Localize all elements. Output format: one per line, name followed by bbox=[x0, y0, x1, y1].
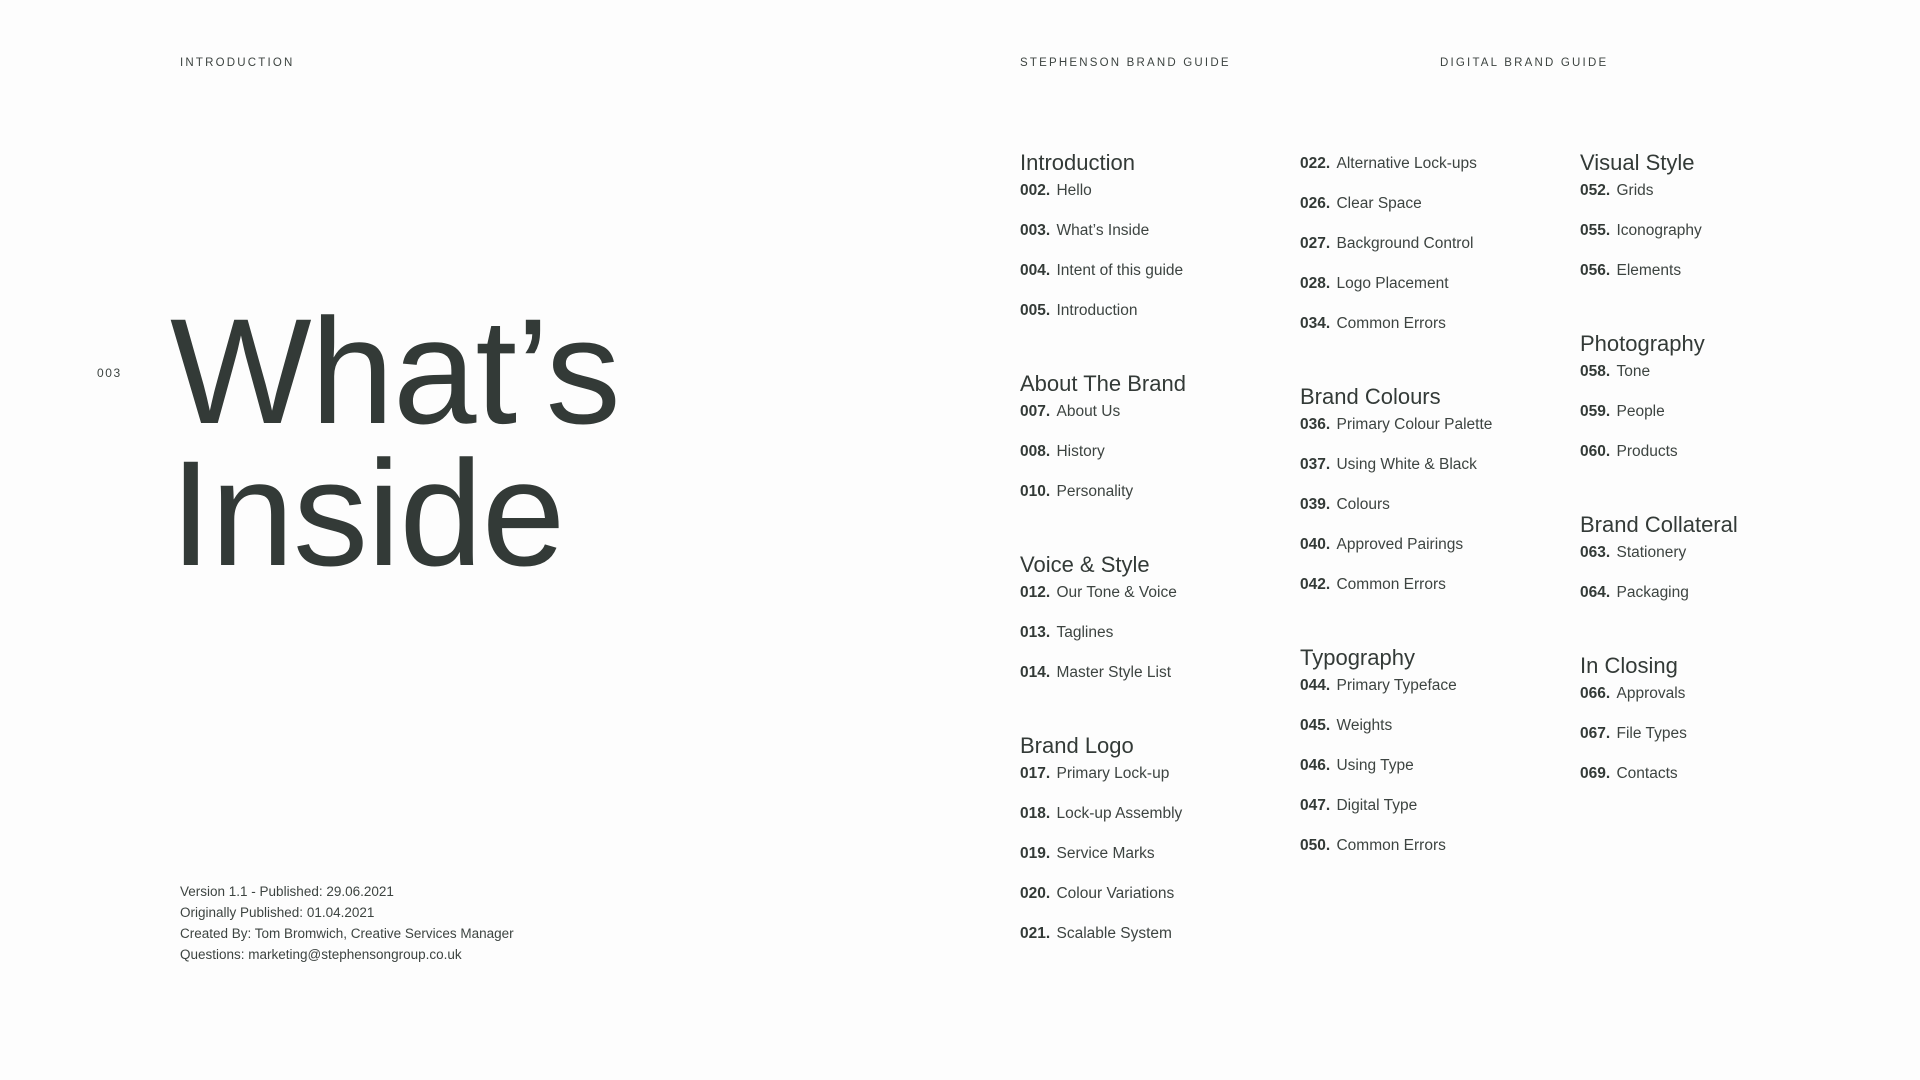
toc-section-heading: Introduction bbox=[1020, 150, 1135, 175]
toc-entry[interactable] bbox=[1020, 924, 1280, 964]
toc-page-number: 039. bbox=[1300, 496, 1331, 513]
toc-entry[interactable] bbox=[1300, 415, 1560, 455]
toc-page-number: 018. bbox=[1020, 805, 1051, 822]
section-header: INTRODUCTION bbox=[180, 57, 295, 69]
toc-entry-title: Approvals bbox=[1616, 685, 1686, 702]
toc-page-number: 004. bbox=[1020, 262, 1051, 279]
toc-entry[interactable] bbox=[1300, 495, 1560, 535]
toc-section-heading: Brand Collateral bbox=[1580, 512, 1738, 537]
toc-entry[interactable] bbox=[1020, 402, 1280, 442]
toc-entry[interactable] bbox=[1580, 261, 1840, 301]
toc-entry[interactable] bbox=[1580, 362, 1840, 402]
toc-entry-title: Personality bbox=[1056, 483, 1134, 500]
toc-entry-title: What’s Inside bbox=[1056, 222, 1150, 239]
toc-page-number: 027. bbox=[1300, 235, 1331, 252]
toc-entry-title: Packaging bbox=[1616, 584, 1689, 601]
toc-entry[interactable] bbox=[1300, 455, 1560, 495]
toc-entry[interactable] bbox=[1020, 663, 1280, 703]
created-by-text: Created By: Tom Bromwich, Creative Services Manager bbox=[180, 926, 514, 941]
toc-entry[interactable] bbox=[1020, 884, 1280, 924]
toc-entry-title: Background Control bbox=[1336, 235, 1474, 252]
toc-entry-title: Lock-up Assembly bbox=[1056, 805, 1183, 822]
toc-section bbox=[1020, 550, 1280, 703]
toc-entry[interactable] bbox=[1020, 844, 1280, 884]
toc-section bbox=[1020, 369, 1280, 522]
toc-entry-title: Tone bbox=[1616, 363, 1651, 380]
toc-page-number: 045. bbox=[1300, 717, 1331, 734]
toc-page-number: 007. bbox=[1020, 403, 1051, 420]
toc-section-heading: In Closing bbox=[1580, 653, 1678, 678]
toc-page-number: 059. bbox=[1580, 403, 1611, 420]
toc-entry-title: Colour Variations bbox=[1056, 885, 1175, 902]
toc-page-number: 008. bbox=[1020, 443, 1051, 460]
toc-entry[interactable] bbox=[1020, 623, 1280, 663]
toc-entry-title: Iconography bbox=[1616, 222, 1702, 239]
page-title-line-1: What’s bbox=[170, 287, 620, 455]
toc-entry[interactable] bbox=[1580, 684, 1840, 724]
toc-section bbox=[1300, 643, 1560, 876]
toc-section bbox=[1580, 651, 1840, 804]
toc-page-number: 040. bbox=[1300, 536, 1331, 553]
toc-page-number: 044. bbox=[1300, 677, 1331, 694]
toc-entry[interactable] bbox=[1020, 221, 1280, 261]
toc-entry[interactable] bbox=[1300, 274, 1560, 314]
toc-entry[interactable] bbox=[1020, 261, 1280, 301]
toc-entry-title: Using Type bbox=[1336, 757, 1414, 774]
digital-guide-header: DIGITAL BRAND GUIDE bbox=[1440, 57, 1609, 69]
toc-page-number: 055. bbox=[1580, 222, 1611, 239]
toc-column-3 bbox=[1580, 148, 1840, 832]
toc-page-number: 058. bbox=[1580, 363, 1611, 380]
toc-entry[interactable] bbox=[1580, 402, 1840, 442]
toc-page-number: 036. bbox=[1300, 416, 1331, 433]
toc-entry-title: Hello bbox=[1056, 182, 1092, 199]
toc-page-number: 003. bbox=[1020, 222, 1051, 239]
toc-entry[interactable] bbox=[1580, 181, 1840, 221]
toc-page-number: 060. bbox=[1580, 443, 1611, 460]
toc-page-number: 069. bbox=[1580, 765, 1611, 782]
toc-page-number: 050. bbox=[1300, 837, 1331, 854]
toc-entry-title: History bbox=[1056, 443, 1105, 460]
toc-page-number: 013. bbox=[1020, 624, 1051, 641]
toc-entry-title: Approved Pairings bbox=[1336, 536, 1464, 553]
toc-page-number: 056. bbox=[1580, 262, 1611, 279]
toc-entry[interactable] bbox=[1300, 716, 1560, 756]
toc-section bbox=[1300, 382, 1560, 615]
toc-page-number: 010. bbox=[1020, 483, 1051, 500]
toc-page-number: 063. bbox=[1580, 544, 1611, 561]
toc-entry-title: Taglines bbox=[1056, 624, 1114, 641]
toc-entry-title: Digital Type bbox=[1336, 797, 1418, 814]
toc-entry-title: About Us bbox=[1056, 403, 1121, 420]
brand-guide-header: STEPHENSON BRAND GUIDE bbox=[1020, 57, 1231, 69]
toc-page-number: 034. bbox=[1300, 315, 1331, 332]
toc-section-heading: Brand Colours bbox=[1300, 384, 1441, 409]
toc-entry-title: Common Errors bbox=[1336, 315, 1446, 332]
toc-section bbox=[1020, 731, 1280, 964]
toc-page-number: 037. bbox=[1300, 456, 1331, 473]
toc-entry[interactable] bbox=[1020, 583, 1280, 623]
toc-entry[interactable] bbox=[1300, 676, 1560, 716]
toc-entry[interactable] bbox=[1300, 194, 1560, 234]
toc-entry[interactable] bbox=[1580, 442, 1840, 482]
publication-info bbox=[180, 881, 514, 965]
toc-entry[interactable] bbox=[1300, 314, 1560, 354]
toc-page-number: 020. bbox=[1020, 885, 1051, 902]
toc-entry-title: Products bbox=[1616, 443, 1678, 460]
toc-section-heading: Brand Logo bbox=[1020, 733, 1134, 758]
toc-entry[interactable] bbox=[1300, 535, 1560, 575]
toc-page-number: 012. bbox=[1020, 584, 1051, 601]
toc-section bbox=[1580, 510, 1840, 623]
version-text: Version 1.1 - Published: 29.06.2021 bbox=[180, 884, 394, 899]
toc-entry[interactable] bbox=[1300, 154, 1560, 194]
toc-entry-title: Scalable System bbox=[1056, 925, 1172, 942]
toc-page-number: 017. bbox=[1020, 765, 1051, 782]
toc-page-number: 028. bbox=[1300, 275, 1331, 292]
toc-entry[interactable] bbox=[1580, 724, 1840, 764]
toc-page-number: 014. bbox=[1020, 664, 1051, 681]
toc-section-heading: Photography bbox=[1580, 331, 1705, 356]
toc-entry[interactable] bbox=[1580, 221, 1840, 261]
toc-column-2 bbox=[1300, 148, 1560, 904]
toc-page-number: 021. bbox=[1020, 925, 1051, 942]
toc-entry[interactable] bbox=[1300, 234, 1560, 274]
toc-section bbox=[1300, 154, 1560, 354]
toc-entry[interactable] bbox=[1020, 181, 1280, 221]
toc-entry-title: Contacts bbox=[1616, 765, 1678, 782]
toc-entry-title: Logo Placement bbox=[1336, 275, 1449, 292]
toc-entry-title: Weights bbox=[1336, 717, 1393, 734]
toc-entry-title: Stationery bbox=[1616, 544, 1687, 561]
toc-entry[interactable] bbox=[1300, 575, 1560, 615]
toc-entry-title: Clear Space bbox=[1336, 195, 1422, 212]
toc-entry[interactable] bbox=[1020, 482, 1280, 522]
toc-entry[interactable] bbox=[1580, 543, 1840, 583]
toc-page-number: 002. bbox=[1020, 182, 1051, 199]
page-title bbox=[170, 287, 620, 597]
toc-entry-title: Intent of this guide bbox=[1056, 262, 1184, 279]
toc-entry-title: Our Tone & Voice bbox=[1056, 584, 1177, 601]
toc-entry[interactable] bbox=[1020, 442, 1280, 482]
toc-entry[interactable] bbox=[1020, 804, 1280, 844]
toc-entry[interactable] bbox=[1300, 796, 1560, 836]
toc-page-number: 026. bbox=[1300, 195, 1331, 212]
toc-entry[interactable] bbox=[1300, 756, 1560, 796]
toc-entry-title: Grids bbox=[1616, 182, 1654, 199]
toc-page-number: 022. bbox=[1300, 155, 1331, 172]
toc-entry-title: Colours bbox=[1336, 496, 1390, 513]
toc-entry-title: Elements bbox=[1616, 262, 1682, 279]
toc-column-1 bbox=[1020, 148, 1280, 992]
toc-entry-title: People bbox=[1616, 403, 1665, 420]
toc-entry[interactable] bbox=[1020, 301, 1280, 341]
toc-page-number: 047. bbox=[1300, 797, 1331, 814]
toc-page-number: 019. bbox=[1020, 845, 1051, 862]
toc-section-heading: Voice & Style bbox=[1020, 552, 1150, 577]
toc-section-heading: Visual Style bbox=[1580, 150, 1695, 175]
toc-entry-title: Introduction bbox=[1056, 302, 1138, 319]
toc-section-heading: Typography bbox=[1300, 645, 1415, 670]
toc-page-number: 042. bbox=[1300, 576, 1331, 593]
toc-entry-title: Using White & Black bbox=[1336, 456, 1477, 473]
toc-entry-title: Alternative Lock-ups bbox=[1336, 155, 1477, 172]
toc-entry[interactable] bbox=[1580, 583, 1840, 623]
toc-section bbox=[1020, 148, 1280, 341]
originally-published-text: Originally Published: 01.04.2021 bbox=[180, 905, 375, 920]
toc-page-number: 046. bbox=[1300, 757, 1331, 774]
toc-entry[interactable] bbox=[1020, 764, 1280, 804]
page-title-line-2: Inside bbox=[170, 429, 565, 597]
toc-section bbox=[1580, 329, 1840, 482]
toc-page-number: 067. bbox=[1580, 725, 1611, 742]
page-number: 003 bbox=[97, 366, 122, 380]
toc-page-number: 005. bbox=[1020, 302, 1051, 319]
toc-entry-title: Primary Typeface bbox=[1336, 677, 1457, 694]
toc-page-number: 066. bbox=[1580, 685, 1611, 702]
toc-entry-title: Master Style List bbox=[1056, 664, 1172, 681]
toc-entry-title: Service Marks bbox=[1056, 845, 1155, 862]
toc-page-number: 064. bbox=[1580, 584, 1611, 601]
toc-section bbox=[1580, 148, 1840, 301]
toc-entry-title: Common Errors bbox=[1336, 576, 1446, 593]
toc-entry-title: Primary Lock-up bbox=[1056, 765, 1170, 782]
questions-contact-text: Questions: marketing@stephensongroup.co.uk bbox=[180, 947, 462, 962]
toc-entry[interactable] bbox=[1300, 836, 1560, 876]
toc-entry-title: Common Errors bbox=[1336, 837, 1446, 854]
toc-page-number: 052. bbox=[1580, 182, 1611, 199]
toc-entry-title: Primary Colour Palette bbox=[1336, 416, 1493, 433]
toc-section-heading: About The Brand bbox=[1020, 371, 1186, 396]
toc-entry-title: File Types bbox=[1616, 725, 1687, 742]
toc-entry[interactable] bbox=[1580, 764, 1840, 804]
